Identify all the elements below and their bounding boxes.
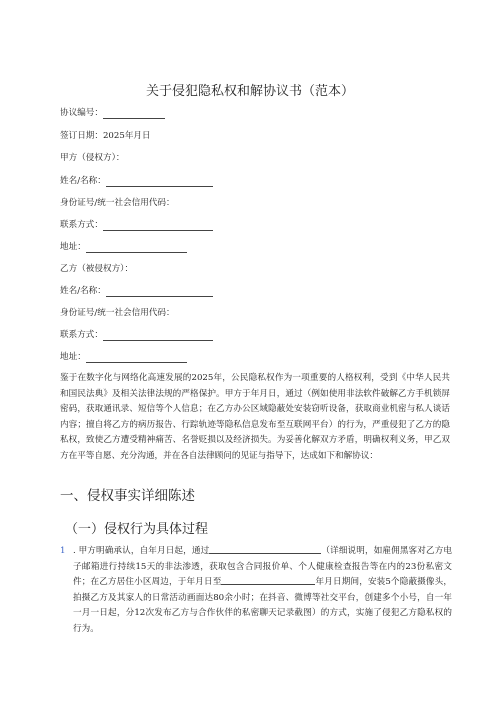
party-a-name-blank <box>106 177 213 187</box>
party-a-address-label: 地址： <box>60 242 86 252</box>
party-a-contact-label: 联系方式： <box>60 220 103 230</box>
party-b-name-blank <box>106 287 213 297</box>
party-a-id-label: 身份证号/统一社会信用代码： <box>60 198 175 208</box>
document-title: 关于侵犯隐私权和解协议书（范本） <box>145 84 354 99</box>
item-number: 1 <box>60 546 66 556</box>
agreement-number-label: 协议编号： <box>60 108 103 118</box>
party-b-address-field <box>60 351 187 363</box>
agreement-number-blank <box>103 109 165 119</box>
party-a-address-field <box>60 241 187 253</box>
party-b-address-label: 地址： <box>60 352 86 362</box>
party-a-name-field <box>60 175 213 187</box>
preamble-paragraph: 鉴于在数字化与网络化高速发展的2025年，公民隐私权作为一项重要的人格权利，受到《中华人民共和国民法典》及相关法律法规的严格保护。甲方于年月日，通过（例如使用非法软件破解乙方手机锁屏密码，获取通讯录、短信等个人信息；在乙方办公区域隐蔽处安装窃听设备，获取商业机密与私人谈话内容；擅自将乙方的病历报告、行踪轨迹等隐私信息发布至互联网平台）的行为，严重侵犯了乙方的隐私权，致使乙方遭受精神痛苦、名誉贬损以及经济损失。为妥善化解双方矛盾，明确权利义务，甲乙双方在平等自愿、充分沟通，并在各自法律顾问的见证与指导下，达成如下和解协议： <box>60 373 450 461</box>
list-item <box>60 544 452 637</box>
item-text-part-b: （详细说明，如雇佣黑客对乙方电子邮箱进行持续15天的非法渗透，获取包含合同报价单、个人健康检查报告等在内的23份私密文件；在乙方居住小区周边，于年月日至 <box>73 546 452 587</box>
party-b-contact-blank <box>103 331 213 341</box>
party-a-contact-blank <box>103 221 213 231</box>
item-blank-1 <box>209 544 321 554</box>
party-b-id-label: 身份证号/统一社会信用代码： <box>60 308 175 318</box>
agreement-number-field <box>60 107 165 119</box>
sign-date-field <box>60 130 151 142</box>
party-b-name-field <box>60 285 213 297</box>
party-a-heading: 甲方（侵权方）： <box>60 153 125 163</box>
party-a-contact-field <box>60 219 213 231</box>
item-blank-2 <box>221 575 315 585</box>
subsection-heading: （一）侵权行为具体过程 <box>65 522 209 537</box>
party-b-contact-label: 联系方式： <box>60 330 103 340</box>
party-a-name-label: 姓名/名称： <box>60 176 106 186</box>
party-b-name-label: 姓名/名称： <box>60 286 106 296</box>
party-b-heading: 乙方（被侵权方）： <box>60 264 134 274</box>
party-a-id-field <box>60 197 175 209</box>
party-b-contact-field <box>60 329 213 341</box>
party-b-address-blank <box>86 353 187 363</box>
item-body <box>73 544 452 637</box>
section-heading: 一、侵权事实详细陈述 <box>60 488 195 504</box>
party-a-address-blank <box>86 243 187 253</box>
item-text-part-a: . 甲方明确承认，自年月日起，通过 <box>73 546 210 556</box>
item-text-part-c: 年月日期间，安装5个隐蔽摄像头，拍摄乙方及其家人的日常活动画面达80余小时；在抖音、微博等社交平台，创建多个小号，自一年一月一日起，分12次发布乙方与合作伙伴的私密聊天记录截图）的方式，实施了侵犯乙方隐私权的行为。 <box>73 577 452 634</box>
sign-date-label: 签订日期：2025年月日 <box>60 131 151 141</box>
party-b-id-field <box>60 307 175 319</box>
